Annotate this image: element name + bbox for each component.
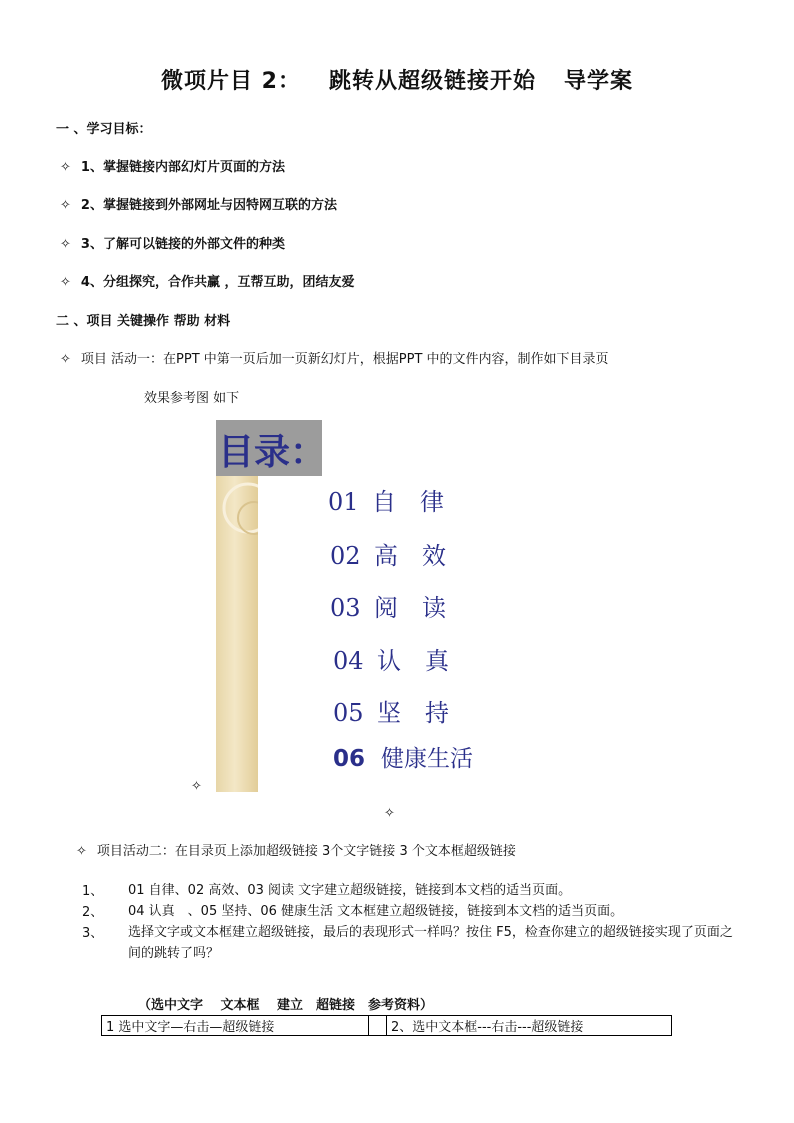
title-suffix: 导学案: [563, 69, 633, 94]
table-cell: 1 选中文字—右击—超级链接: [102, 1016, 369, 1036]
activity1-line: [60, 348, 609, 367]
toc-number: 02: [330, 542, 361, 570]
goal-item: [60, 156, 285, 175]
diamond-bullet-icon: ✧: [60, 198, 71, 213]
table-cell: [369, 1016, 387, 1036]
title-prefix: 微项片目 2：: [161, 69, 301, 94]
section1-heading: 一 、学习目标：: [56, 122, 152, 137]
section2-heading: 二 、项目 关键操作 帮助 材料: [56, 314, 231, 329]
table-cell: 2、选中文本框---右击---超级链接: [387, 1016, 672, 1036]
table-row: [102, 1016, 672, 1036]
goal-text: 3、了解可以链接的外部文件的种类: [80, 237, 285, 252]
diamond-bullet-icon: ✧: [60, 275, 71, 290]
diamond-bullet-icon: ✧: [384, 806, 395, 821]
goal-text: 2、掌握链接到外部网址与因特网互联的方法: [80, 198, 337, 213]
reference-caption: 效果参考图 如下: [144, 391, 240, 406]
diamond-bullet-icon: ✧: [60, 160, 71, 175]
step-text: 选择文字或文本框建立超级链接，最后的表现形式一样吗？按住 F5，检查你建立的超级链接实现了页面之间的跳转了吗？: [128, 925, 733, 961]
toc-item: [333, 641, 449, 676]
toc-item: [328, 482, 444, 517]
step-text: 04 认真 、05 坚持、06 健康生活 文本框建立超级链接，链接到本文档的适当页面。: [128, 904, 624, 919]
toc-number: 06: [333, 746, 366, 772]
toc-item: [333, 740, 473, 773]
step-item: [0, 901, 794, 923]
slide-heading: 目录：: [218, 432, 327, 473]
goal-text: 4、分组探究，合作共赢 ，互帮互助，团结友爱: [80, 275, 355, 290]
reference-table: [101, 1015, 672, 1036]
toc-text: 高 效: [374, 542, 446, 570]
toc-item: [333, 693, 449, 728]
goal-item: [60, 233, 285, 252]
toc-text: 认 真: [377, 647, 449, 675]
toc-item: [330, 536, 446, 571]
reference-heading: （选中文字 文本框 建立 超链接 参考资料）: [138, 998, 434, 1013]
toc-text: 自 律: [372, 488, 444, 516]
goal-item: [60, 271, 354, 290]
step-item: [0, 922, 794, 966]
toc-number: 05: [333, 699, 364, 727]
toc-number: 04: [333, 647, 364, 675]
diamond-bullet-icon: ✧: [60, 237, 71, 252]
diamond-bullet-icon: ✧: [60, 352, 71, 367]
title-main: 跳转从超级链接开始: [328, 69, 536, 94]
toc-item: [330, 588, 446, 623]
step-text: 01 自律、02 高效、03 阅读 文字建立超级链接，链接到本文档的适当页面。: [128, 883, 572, 898]
toc-text: 健康生活: [381, 746, 473, 772]
goal-text: 1、掌握链接内部幻灯片页面的方法: [80, 160, 285, 175]
page-title: [0, 64, 794, 95]
toc-number: 03: [330, 594, 361, 622]
activity1-text: 项目 活动一：在PPT 中第一页后加一页新幻灯片，根据PPT 中的文件内容，制作如下目录页: [80, 352, 609, 367]
toc-text: 阅 读: [374, 594, 446, 622]
step-number: 2、: [82, 905, 104, 920]
activity2-line: [76, 840, 516, 859]
diamond-bullet-icon: ✧: [191, 779, 202, 794]
step-number: 1、: [82, 884, 104, 899]
goal-item: [60, 194, 337, 213]
toc-number: 01: [328, 488, 359, 516]
step-number: 3、: [82, 926, 104, 941]
activity2-heading: 项目活动二：在目录页上添加超级链接 3个文字链接 3 个文本框超级链接: [96, 844, 516, 859]
diamond-bullet-icon: ✧: [76, 844, 87, 859]
toc-text: 坚 持: [377, 699, 449, 727]
step-item: [0, 880, 794, 902]
